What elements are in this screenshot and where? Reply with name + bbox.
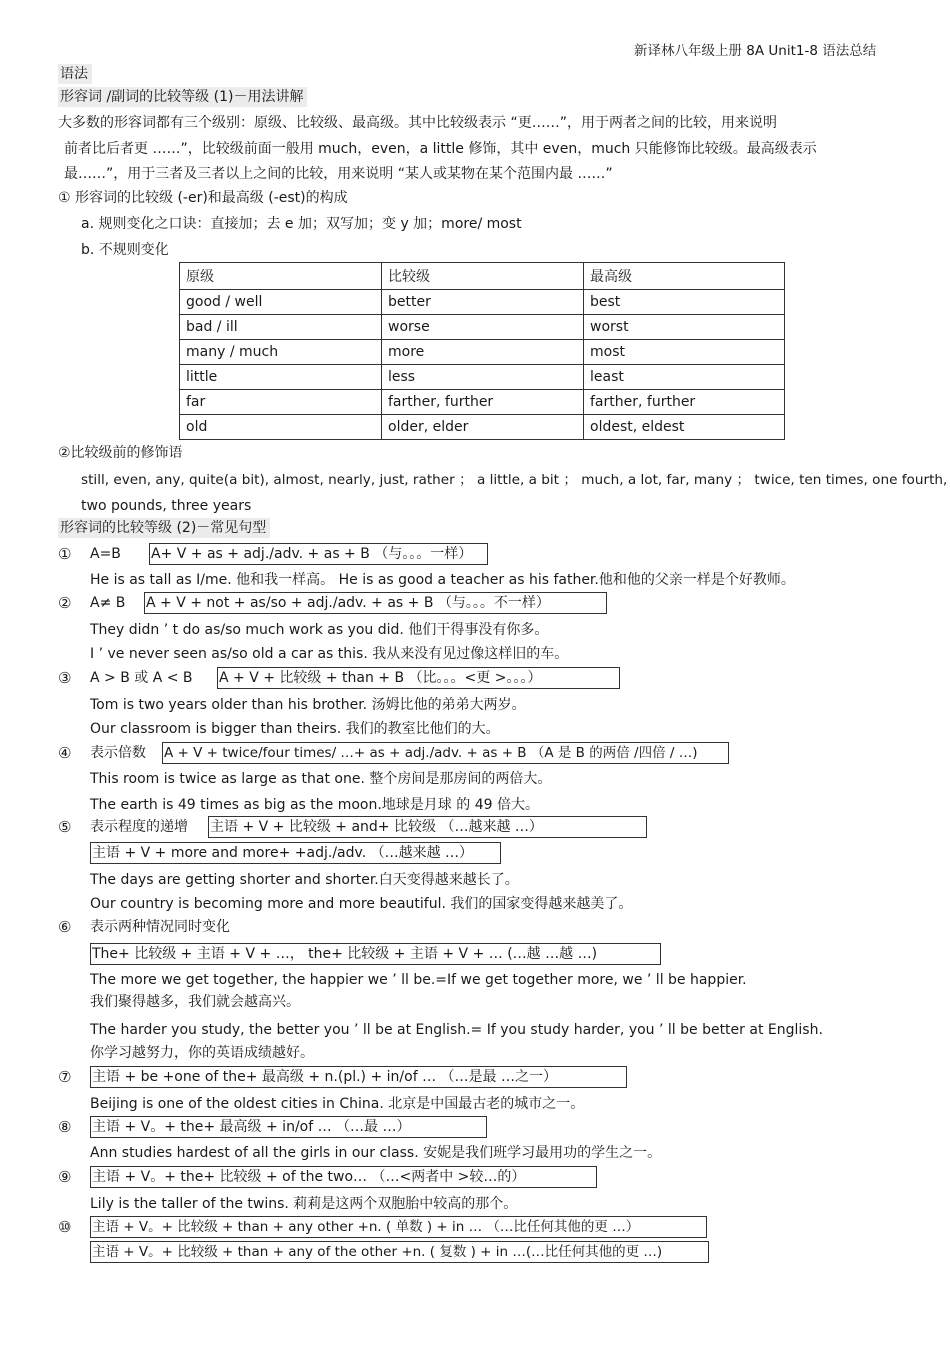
table-cell: worst — [584, 315, 785, 340]
table-cell: little — [180, 365, 382, 390]
pattern-6-number: ⑥ — [58, 918, 72, 936]
modifiers-title: ②比较级前的修饰语 — [58, 445, 183, 461]
pattern-4-formula: A + V + twice/four times/ …+ as + adj./adv. + as + B （A 是 B 的两倍 /四倍 / …) — [162, 742, 729, 764]
pattern-2-example-1: They didn ’ t do as/so much work as you did. 他们干得事没有你多。 — [90, 622, 549, 638]
pattern-6-example-1b: 我们聚得越多，我们就会越高兴。 — [90, 994, 300, 1010]
intro-line-3: 最……”，用于三者及三者以上之间的比较，用来说明 “某人或某物在某个范围内最 ……” — [64, 166, 613, 182]
pattern-7-formula: 主语 + be +one of the+ 最高级 + n.(pl.) + in/of … （…是最 …之一） — [90, 1066, 627, 1088]
pattern-6-label: 表示两种情况同时变化 — [90, 919, 230, 935]
pattern-1-number: ① — [58, 545, 72, 563]
table-header-cell: 原级 — [180, 263, 382, 290]
pattern-3-example-2: Our classroom is bigger than theirs. 我们的教室比他们的大。 — [90, 721, 500, 737]
intro-line-1: 大多数的形容词都有三个级别：原级、比较级、最高级。其中比较级表示 “更……”，用于两者之间的比较，用来说明 — [58, 115, 777, 131]
table-cell: far — [180, 390, 382, 415]
pattern-8-example-1: Ann studies hardest of all the girls in our class. 安妮是我们班学习最用功的学生之一。 — [90, 1145, 662, 1161]
pattern-4-label: 表示倍数 — [90, 745, 146, 761]
table-row — [180, 365, 785, 390]
pattern-5-example-1: The days are getting shorter and shorter.白天变得越来越长了。 — [90, 872, 519, 888]
table-header-cell: 比较级 — [382, 263, 584, 290]
pattern-5-number: ⑤ — [58, 818, 72, 836]
irregular-forms-table — [179, 262, 785, 440]
pattern-5-example-2: Our country is becoming more and more beautiful. 我们的国家变得越来越美了。 — [90, 896, 633, 912]
table-row — [180, 390, 785, 415]
modifiers-line-2: two pounds, three years — [81, 498, 252, 514]
part2-heading: 形容词的比较等级 (2)－常见句型 — [58, 518, 270, 538]
table-cell: oldest, eldest — [584, 415, 785, 440]
table-cell: old — [180, 415, 382, 440]
intro-line-2: 前者比后者更 ……”，比较级前面一般用 much，even，a little 修饰，其中 even，much 只能修饰比较级。最高级表示 — [64, 141, 817, 157]
table-row — [180, 315, 785, 340]
table-header-cell: 最高级 — [584, 263, 785, 290]
table-cell: farther, further — [382, 390, 584, 415]
table-cell: best — [584, 290, 785, 315]
pattern-4-number: ④ — [58, 744, 72, 762]
table-cell: most — [584, 340, 785, 365]
pattern-8-formula: 主语 + V。+ the+ 最高级 + in/of … （…最 …） — [90, 1116, 487, 1138]
pattern-5-formula-1: 主语 + V + 比较级 + and+ 比较级 （…越来越 …） — [208, 816, 647, 838]
table-row — [180, 340, 785, 365]
table-cell: better — [382, 290, 584, 315]
pattern-4-example-1: This room is twice as large as that one. 整个房间是那房间的两倍大。 — [90, 771, 552, 787]
pattern-3-example-1: Tom is two years older than his brother. 汤姆比他的弟弟大两岁。 — [90, 697, 526, 713]
rule-b: b. 不规则变化 — [81, 242, 169, 258]
table-cell: worse — [382, 315, 584, 340]
pattern-5-formula-2: 主语 + V + more and more+ +adj./adv. （…越来越 …） — [90, 842, 501, 864]
item1-title: ① 形容词的比较级 (-er)和最高级 (-est)的构成 — [58, 190, 348, 206]
pattern-6-example-2a: The harder you study, the better you ’ ll be at English.= If you study harder, you ’ ll be better at English. — [90, 1022, 823, 1038]
pattern-7-example-1: Beijing is one of the oldest cities in China. 北京是中国最古老的城市之一。 — [90, 1096, 585, 1112]
part1-heading: 形容词 /副词的比较等级 (1)－用法讲解 — [58, 87, 307, 107]
pattern-9-formula: 主语 + V。+ the+ 比较级 + of the two… （…<两者中 >较…的） — [90, 1166, 597, 1188]
table-header-row — [180, 263, 785, 290]
section-label: 语法 — [58, 64, 92, 84]
table-cell: less — [382, 365, 584, 390]
modifiers-line-1: still, even, any, quite(a bit), almost, nearly, just, rather ； a little, a bit ； much, a lot, far, many ； twice, ten times, one fourth, — [81, 472, 948, 488]
pattern-8-number: ⑧ — [58, 1118, 72, 1136]
pattern-10-number: ⑩ — [58, 1218, 72, 1236]
pattern-6-formula: The+ 比较级 + 主语 + V + …， the+ 比较级 + 主语 + V + … (…越 …越 …) — [90, 943, 661, 965]
pattern-1-example-1: He is as tall as I/me. 他和我一样高。 He is as good a teacher as his father.他和他的父亲一样是个好教师。 — [90, 572, 795, 588]
pattern-1-label: A=B — [90, 546, 121, 562]
pattern-6-example-1a: The more we get together, the happier we ’ ll be.=If we get together more, we ’ ll be happier. — [90, 972, 747, 988]
pattern-10-formula-2: 主语 + V。+ 比较级 + than + any of the other +n. ( 复数 ) + in …(…比任何其他的更 …) — [90, 1241, 709, 1263]
table-cell: older, elder — [382, 415, 584, 440]
pattern-3-label: A > B 或 A < B — [90, 670, 193, 686]
pattern-2-label: A≠ B — [90, 595, 126, 611]
table-row — [180, 290, 785, 315]
pattern-7-number: ⑦ — [58, 1068, 72, 1086]
pattern-6-example-2b: 你学习越努力，你的英语成绩越好。 — [90, 1045, 314, 1061]
table-cell: farther, further — [584, 390, 785, 415]
pattern-2-number: ② — [58, 594, 72, 612]
table-cell: least — [584, 365, 785, 390]
pattern-10-formula-1: 主语 + V。+ 比较级 + than + any other +n. ( 单数 ) + in … （…比任何其他的更 …） — [90, 1216, 707, 1238]
table-cell: many / much — [180, 340, 382, 365]
table-cell: bad / ill — [180, 315, 382, 340]
pattern-3-number: ③ — [58, 669, 72, 687]
pattern-9-example-1: Lily is the taller of the twins. 莉莉是这两个双胞胎中较高的那个。 — [90, 1196, 518, 1212]
pattern-1-formula: A+ V + as + adj./adv. + as + B （与。。。一样） — [149, 543, 488, 565]
pattern-4-example-2: The earth is 49 times as big as the moon.地球是月球 的 49 倍大。 — [90, 797, 539, 813]
table-cell: good / well — [180, 290, 382, 315]
document-header: 新译林八年级上册 8A Unit1-8 语法总结 — [634, 43, 877, 59]
table-row — [180, 415, 785, 440]
pattern-5-label: 表示程度的递增 — [90, 819, 188, 835]
pattern-3-formula: A + V + 比较级 + than + B （比。。。<更 >。。。） — [217, 667, 620, 689]
table-cell: more — [382, 340, 584, 365]
rule-a: a. 规则变化之口诀：直接加；去 e 加；双写加；变 y 加；more/ most — [81, 216, 522, 232]
pattern-2-formula: A + V + not + as/so + adj./adv. + as + B （与。。。不一样） — [144, 592, 607, 614]
pattern-9-number: ⑨ — [58, 1168, 72, 1186]
pattern-2-example-2: I ’ ve never seen as/so old a car as this. 我从来没有见过像这样旧的车。 — [90, 646, 569, 662]
